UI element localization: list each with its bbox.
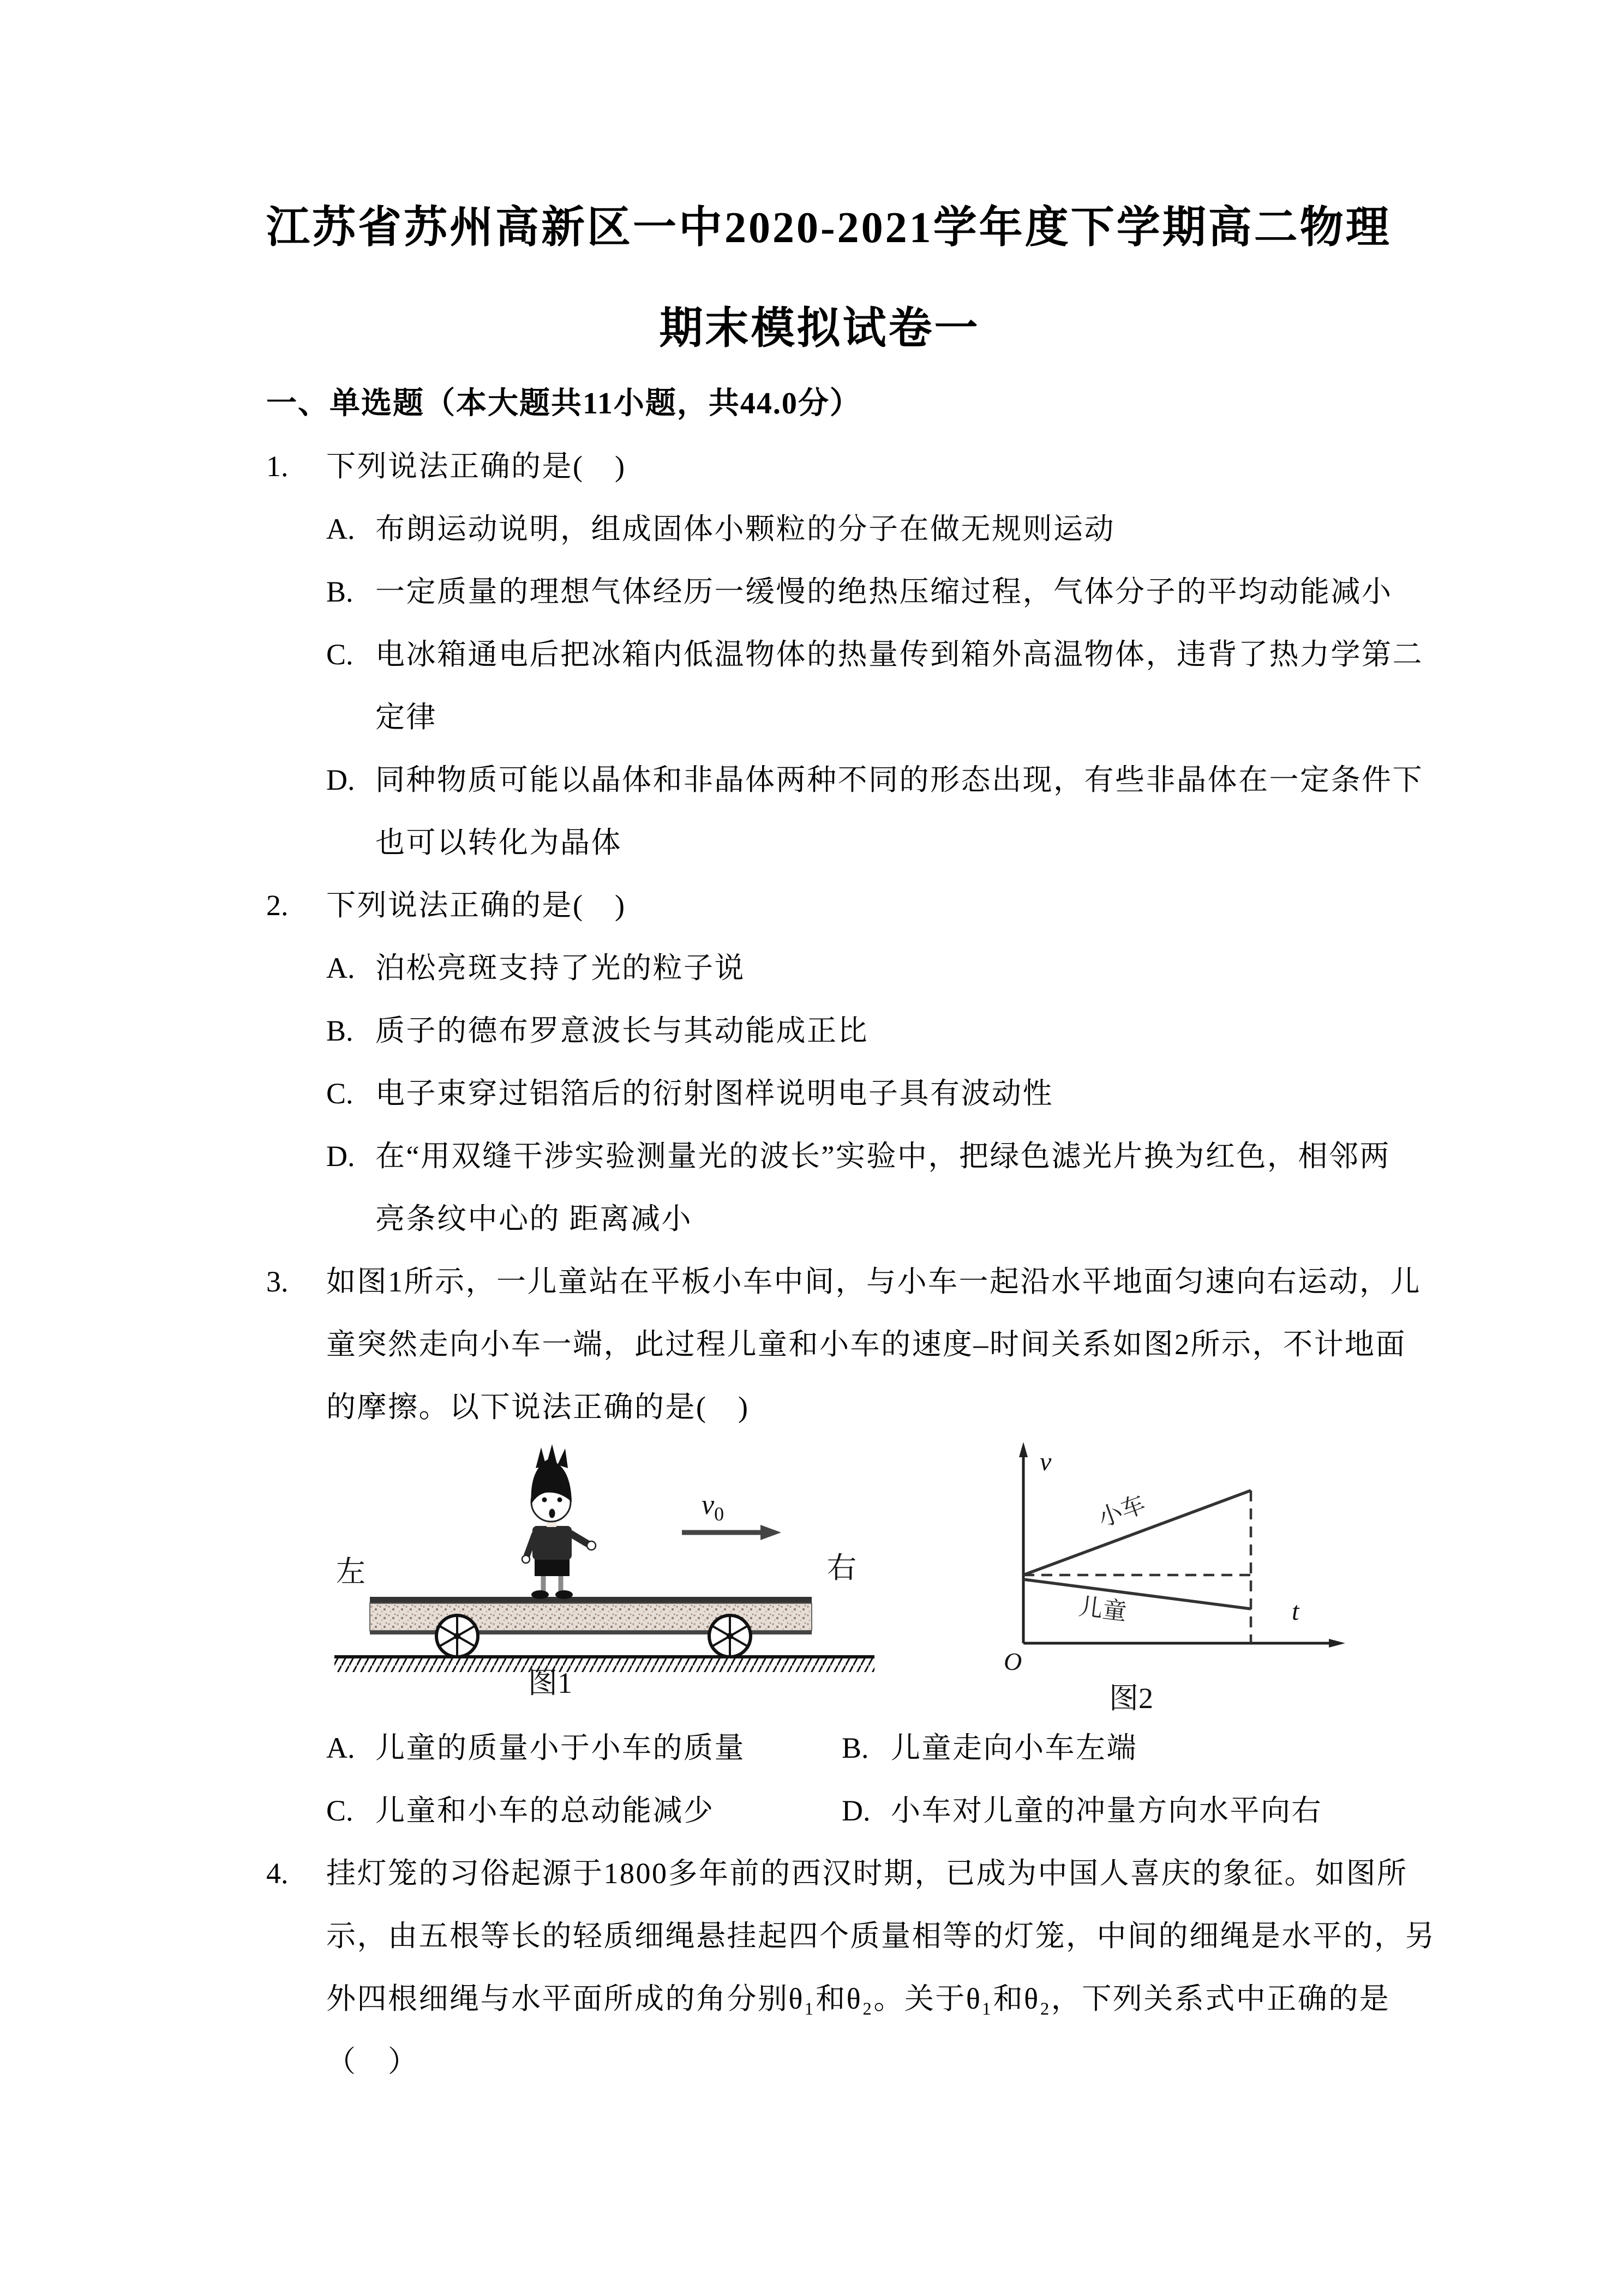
fig1-left-label: 左 bbox=[336, 1555, 365, 1588]
question-stem-line: 如图1所示，一儿童站在平板小车中间，与小车一起沿水平地面匀速向右运动，儿 bbox=[326, 1265, 1421, 1298]
option-C bbox=[326, 1780, 842, 1842]
exam-title bbox=[266, 201, 1392, 356]
cart bbox=[370, 1597, 812, 1657]
fig1-right-label: 右 bbox=[827, 1552, 856, 1584]
question-stem-line: 示，由五根等长的轻质细绳悬挂起四个质量相等的灯笼，中间的细绳是水平的，另 bbox=[326, 1920, 1436, 1952]
option-D bbox=[842, 1780, 1373, 1842]
section-heading: 一、单选题（本大题共11小题，共44.0分） bbox=[266, 387, 861, 420]
option-continuation: 也可以转化为晶体 bbox=[375, 826, 622, 859]
exam-title-line1: 江苏省苏州高新区一中2020-2021学年度下学期高二物理 bbox=[266, 204, 1392, 252]
child-figure bbox=[522, 1444, 596, 1599]
arrowhead-icon bbox=[760, 1525, 781, 1540]
cart-wheel-left bbox=[436, 1615, 478, 1657]
option-text: 在“用双缝干涉实验测量光的波长”实验中，把绿色滤光片换为红色，相邻两 bbox=[375, 1140, 1391, 1173]
option-text: 儿童的质量小于小车的质量 bbox=[375, 1732, 745, 1764]
figure2-vt-graph bbox=[997, 1439, 1379, 1717]
question-stem-line: 外四根细绳与水平面所成的角分别θ₁和θ₂。关于θ₁和θ₂，下列关系式中正确的是 bbox=[326, 1982, 1391, 2015]
option-text: 小车对儿童的冲量方向水平向右 bbox=[891, 1794, 1322, 1827]
option-C bbox=[326, 1062, 1373, 1125]
option-text: 一定质量的理想气体经历一缓慢的绝热压缩过程，气体分子的平均动能减小 bbox=[375, 575, 1393, 608]
question-content bbox=[326, 1251, 1421, 1842]
v0-velocity-arrow bbox=[682, 1489, 781, 1540]
option-label: B. bbox=[326, 1014, 353, 1047]
fig1-v-subscript: 0 bbox=[714, 1503, 724, 1525]
option-B bbox=[842, 1717, 1373, 1780]
option-label: C. bbox=[326, 1794, 353, 1827]
option-text: 儿童走向小车左端 bbox=[891, 1732, 1137, 1764]
option-label: D. bbox=[842, 1794, 871, 1827]
question-stem-line: （ ） bbox=[326, 2045, 419, 2078]
svg-text:v0 bbox=[702, 1489, 724, 1525]
question-2 bbox=[266, 874, 1391, 1251]
question-stem-line: 童突然走向小车一端，此过程儿童和小车的速度–时间关系如图2所示，不计地面 bbox=[326, 1328, 1406, 1361]
fig2-t-axis-label: t bbox=[1292, 1597, 1299, 1626]
option-C bbox=[326, 623, 1423, 686]
question-content bbox=[326, 435, 1423, 874]
questions-container bbox=[266, 435, 1436, 2093]
option-text: 同种物质可能以晶体和非晶体两种不同的形态出现，有些非晶体在一定条件下 bbox=[375, 764, 1423, 796]
question-number: 1. bbox=[266, 450, 289, 483]
option-A bbox=[326, 1717, 842, 1780]
question-stem-line: 挂灯笼的习俗起源于1800多年前的西汉时期，已成为中国人喜庆的象征。如图所 bbox=[326, 1857, 1408, 1890]
question-number: 3. bbox=[266, 1265, 289, 1298]
v-axis-arrowhead-icon bbox=[1019, 1442, 1028, 1457]
options-grid bbox=[326, 1717, 1373, 1842]
option-text: 电子束穿过铝箔后的衍射图样说明电子具有波动性 bbox=[375, 1077, 1053, 1110]
fig1-caption: 图1 bbox=[528, 1667, 572, 1699]
fig1-v-label: v bbox=[702, 1489, 715, 1520]
t-axis-arrowhead-icon bbox=[1329, 1639, 1345, 1648]
option-label: A. bbox=[326, 952, 355, 984]
question-content bbox=[326, 1842, 1436, 2093]
option-text: 电冰箱通电后把冰箱内低温物体的热量传到箱外高温物体，违背了热力学第二 bbox=[375, 638, 1423, 671]
q3-figures bbox=[326, 1439, 1373, 1717]
option-continuation: 亮条纹中心的 距离减小 bbox=[375, 1203, 692, 1235]
question-number: 4. bbox=[266, 1857, 289, 1890]
question-stem-line: 下列说法正确的是( ) bbox=[326, 889, 626, 922]
question-stem-line: 的摩擦。以下说法正确的是( ) bbox=[326, 1391, 750, 1423]
exam-title-line2: 期末模拟试卷一 bbox=[659, 305, 980, 353]
question-number: 2. bbox=[266, 889, 289, 922]
option-label: B. bbox=[326, 575, 353, 608]
option-label: C. bbox=[326, 638, 353, 671]
child-velocity-line bbox=[1023, 1579, 1251, 1609]
option-text: 泊松亮斑支持了光的粒子说 bbox=[375, 952, 745, 984]
question-content bbox=[326, 874, 1391, 1251]
fig2-caption: 图2 bbox=[1109, 1682, 1153, 1715]
question-3 bbox=[266, 1251, 1421, 1842]
option-text: 儿童和小车的总动能减少 bbox=[375, 1794, 715, 1827]
option-text: 布朗运动说明，组成固体小颗粒的分子在做无规则运动 bbox=[375, 513, 1115, 545]
option-A bbox=[326, 937, 1373, 1000]
cart-wheel-right bbox=[709, 1615, 751, 1657]
option-continuation: 定律 bbox=[375, 701, 437, 734]
option-D bbox=[326, 749, 1423, 812]
option-label: A. bbox=[326, 1732, 355, 1764]
option-D bbox=[326, 1125, 1391, 1188]
option-B bbox=[326, 561, 1393, 623]
cart-top-edge bbox=[370, 1597, 812, 1603]
figure1-child-on-cart bbox=[326, 1439, 883, 1700]
option-label: C. bbox=[326, 1077, 353, 1110]
fig2-cart-label: 小车 bbox=[1094, 1490, 1149, 1532]
fig2-v-axis-label: v bbox=[1040, 1447, 1052, 1476]
fig2-child-label: 儿童 bbox=[1077, 1593, 1129, 1626]
question-1 bbox=[266, 435, 1423, 874]
option-label: D. bbox=[326, 764, 355, 796]
ground-hatching bbox=[334, 1658, 874, 1672]
option-text: 质子的德布罗意波长与其动能成正比 bbox=[375, 1014, 868, 1047]
option-label: B. bbox=[842, 1732, 869, 1764]
option-A bbox=[326, 498, 1373, 561]
option-B bbox=[326, 1000, 1373, 1062]
option-label: D. bbox=[326, 1140, 355, 1173]
question-stem-line: 下列说法正确的是( ) bbox=[326, 450, 626, 483]
question-4 bbox=[266, 1842, 1436, 2093]
fig2-origin-label: O bbox=[1004, 1648, 1022, 1675]
option-label: A. bbox=[326, 513, 355, 545]
